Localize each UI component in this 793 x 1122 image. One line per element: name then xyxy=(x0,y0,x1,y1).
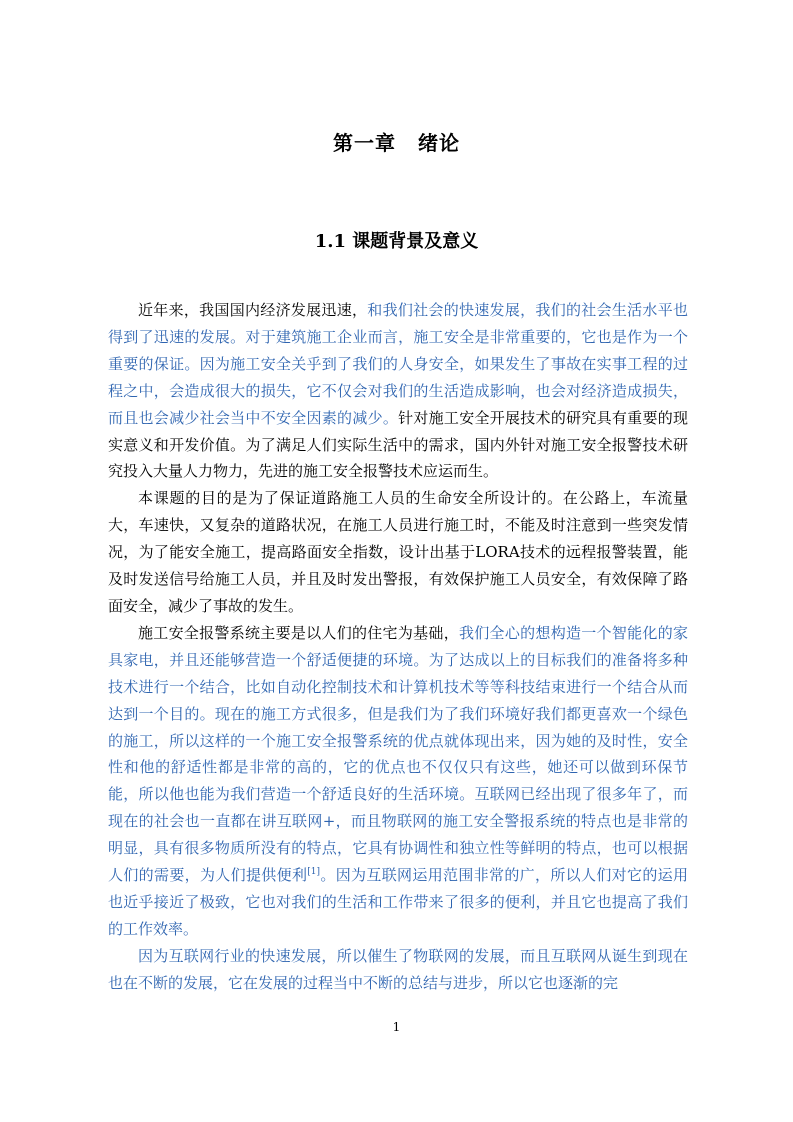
page-number: 1 xyxy=(392,1020,401,1034)
paragraph-3-highlight: 我们全心的想构造一个智能化的家具家电，并且还能够营造一个舒适便捷的环境。为了达成以上的目标我们的准备将多种技术进行一个结合，比如自动化控制技术和计算机技术等等科技结束进行一个结合从而达到一个目的。现在的施工方式很多，但是我们为了我们环境好我们都更喜欢一个绿色的施工，所以这样的一个施工安全报警系统的优点就体现出来，因为她的及时性，安全性和他的舒适性都是非常的高的，它的优点也不仅仅只有这些，她还可以做到环保节能，所以他也能为我们营造一个舒适良好的生活环境。互联网已经出现了很多年了，而现在的社会也一直都在讲互联网+，而且物联网的施工安全警报系统的特点也是非常的明显，具有很多物质所没有的特点，它具有协调性和独立性等鲜明的特点，也可以根据人们的需要，为人们提供便利 xyxy=(108,623,688,885)
chapter-label: 第一章 xyxy=(333,131,396,155)
chapter-name: 绪论 xyxy=(418,131,460,155)
paragraph-3-intro: 施工安全报警系统主要是以人们的住宅为基础， xyxy=(138,623,459,642)
chapter-title xyxy=(0,128,793,158)
paragraph-1-intro: 近年来，我国国内经济发展迅速， xyxy=(138,301,368,319)
paragraph-3 xyxy=(108,620,688,943)
paragraph-2: 本课题的目的是为了保证道路施工人员的生命安全所设计的。在公路上，车流量大，车速快，又复杂的道路状况，在施工人员进行施工时，不能及时注意到一些突发情况，为了能安全施工，提高路面安全指数，设计出基于LORA技术的远程报警装置，能及时发送信号给施工人员，并且及时发出警报，有效保护施工人员安全，有效保障了路面安全，减少了事故的发生。 xyxy=(108,489,688,615)
paragraph-1 xyxy=(108,297,688,485)
paragraph-1-highlight: 和我们社会的快速发展，我们的社会生活水平也得到了迅速的发展。对于建筑施工企业而言，施工安全是非常重要的，它也是作为一个重要的保证。因为施工安全关乎到了我们的人身安全，如果发生了事故在实事工程的过程之中，会造成很大的损失，它不仅会对我们的生活造成影响，也会对经济造成损失，而且也会减少社会当中不安全因素的减少。 xyxy=(108,301,688,427)
paragraph-4: 因为互联网行业的快速发展，所以催生了物联网的发展，而且互联网从诞生到现在也在不断的发展，它在发展的过程当中不断的总结与进步，所以它也逐渐的完 xyxy=(108,946,688,992)
citation-reference: [1] xyxy=(307,867,321,878)
section-title: 1.1 课题背景及意义 xyxy=(314,231,479,252)
paragraph-3-conclusion: 。因为互联网运用范围非常的广，所以人们对它的运用也近乎接近了极致，它也对我们的生活和工作带来了很多的便利，并且它也提高了我们的工作效率。 xyxy=(108,866,688,938)
body-text xyxy=(108,297,688,997)
paragraph-1-conclusion: 针对施工安全开展技术的研究具有重要的现实意义和开发价值。为了满足人们实际生活中的需求，国内外针对施工安全报警技术研究投入大量人力物力，先进的施工安全报警技术应运而生。 xyxy=(108,408,688,481)
